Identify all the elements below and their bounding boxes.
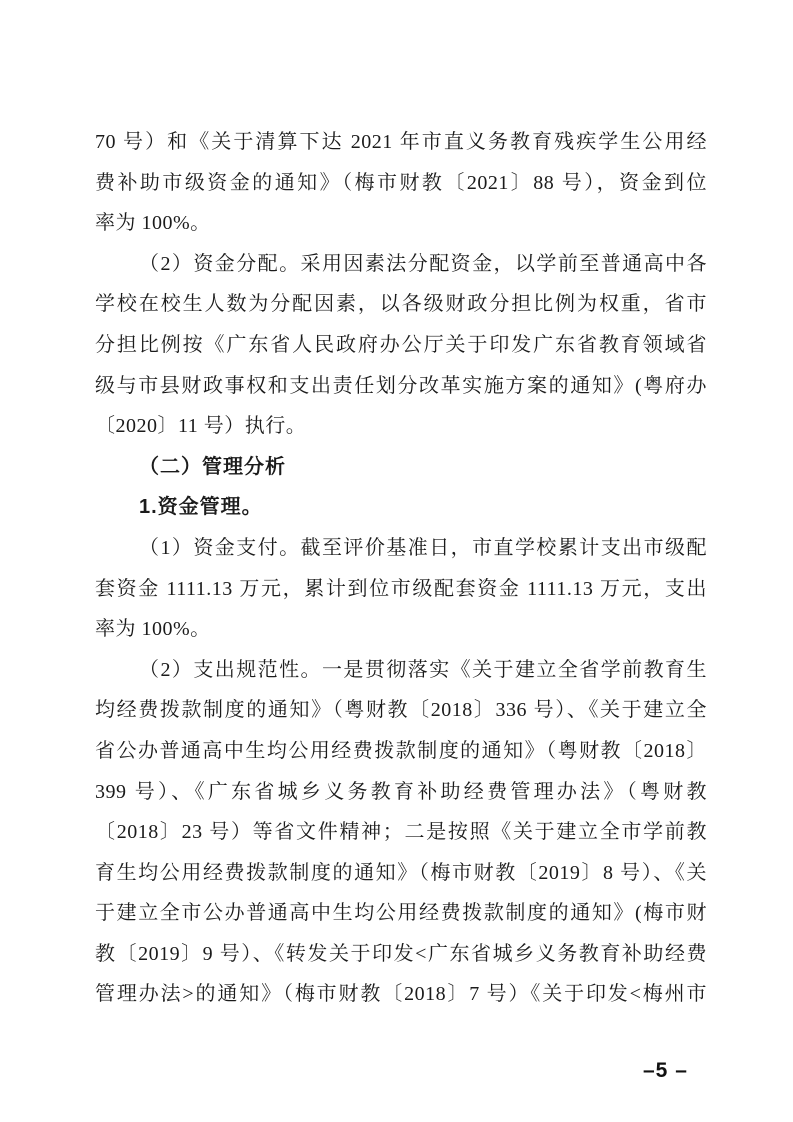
text-line: （1）资金支付。截至评价基准日，市直学校累计支出市级配: [139, 536, 707, 559]
text-line: （2）资金分配。采用因素法分配资金，以学前至普通高中各: [139, 252, 707, 275]
text-line: 省公办普通高中生均公用经费拨款制度的通知》（粤财教〔2018〕: [95, 739, 707, 762]
text-line: 套资金 1111.13 万元，累计到位市级配套资金 1111.13 万元，支出: [95, 577, 707, 600]
document-body: [95, 122, 707, 1015]
text-line: 70 号）和《关于清算下达 2021 年市直义务教育残疾学生公用经: [95, 131, 707, 153]
text-line: 学校在校生人数为分配因素，以各级财政分担比例为权重，省市: [95, 293, 707, 316]
page-number: –5 –: [643, 1059, 688, 1082]
text-line: 于建立全市公办普通高中生均公用经费拨款制度的通知》(梅市财: [95, 902, 707, 925]
text-line: 费补助市级资金的通知》（梅市财教〔2021〕88 号），资金到位: [95, 171, 707, 194]
subsection-heading: 1.资金管理。: [139, 496, 263, 519]
text-line: 育生均公用经费拨款制度的通知》（梅市财教〔2019〕8 号）、《关: [95, 861, 707, 884]
text-line: 〔2018〕23 号）等省文件精神；二是按照《关于建立全市学前教: [95, 821, 707, 844]
text-line: 均经费拨款制度的通知》（粤财教〔2018〕336 号）、《关于建立全: [95, 699, 707, 722]
text-line: 率为 100%。: [95, 618, 211, 641]
text-line: 〔2020〕11 号）执行。: [95, 415, 307, 438]
text-line: 率为 100%。: [95, 212, 211, 235]
text-line: 教〔2019〕9 号）、《转发关于印发<广东省城乡义务教育补助经费: [95, 942, 707, 965]
text-line: 管理办法>的通知》（梅市财教〔2018〕7 号）《关于印发<梅州市: [95, 983, 707, 1006]
text-line: （2）支出规范性。一是贯彻落实《关于建立全省学前教育生: [139, 658, 707, 681]
section-heading: （二）管理分析: [139, 455, 286, 478]
text-line: 399 号）、《广东省城乡义务教育补助经费管理办法》（粤财教: [95, 780, 707, 803]
text-line: 分担比例按《广东省人民政府办公厅关于印发广东省教育领域省: [95, 333, 707, 356]
text-line: 级与市县财政事权和支出责任划分改革实施方案的通知》(粤府办: [95, 374, 707, 397]
